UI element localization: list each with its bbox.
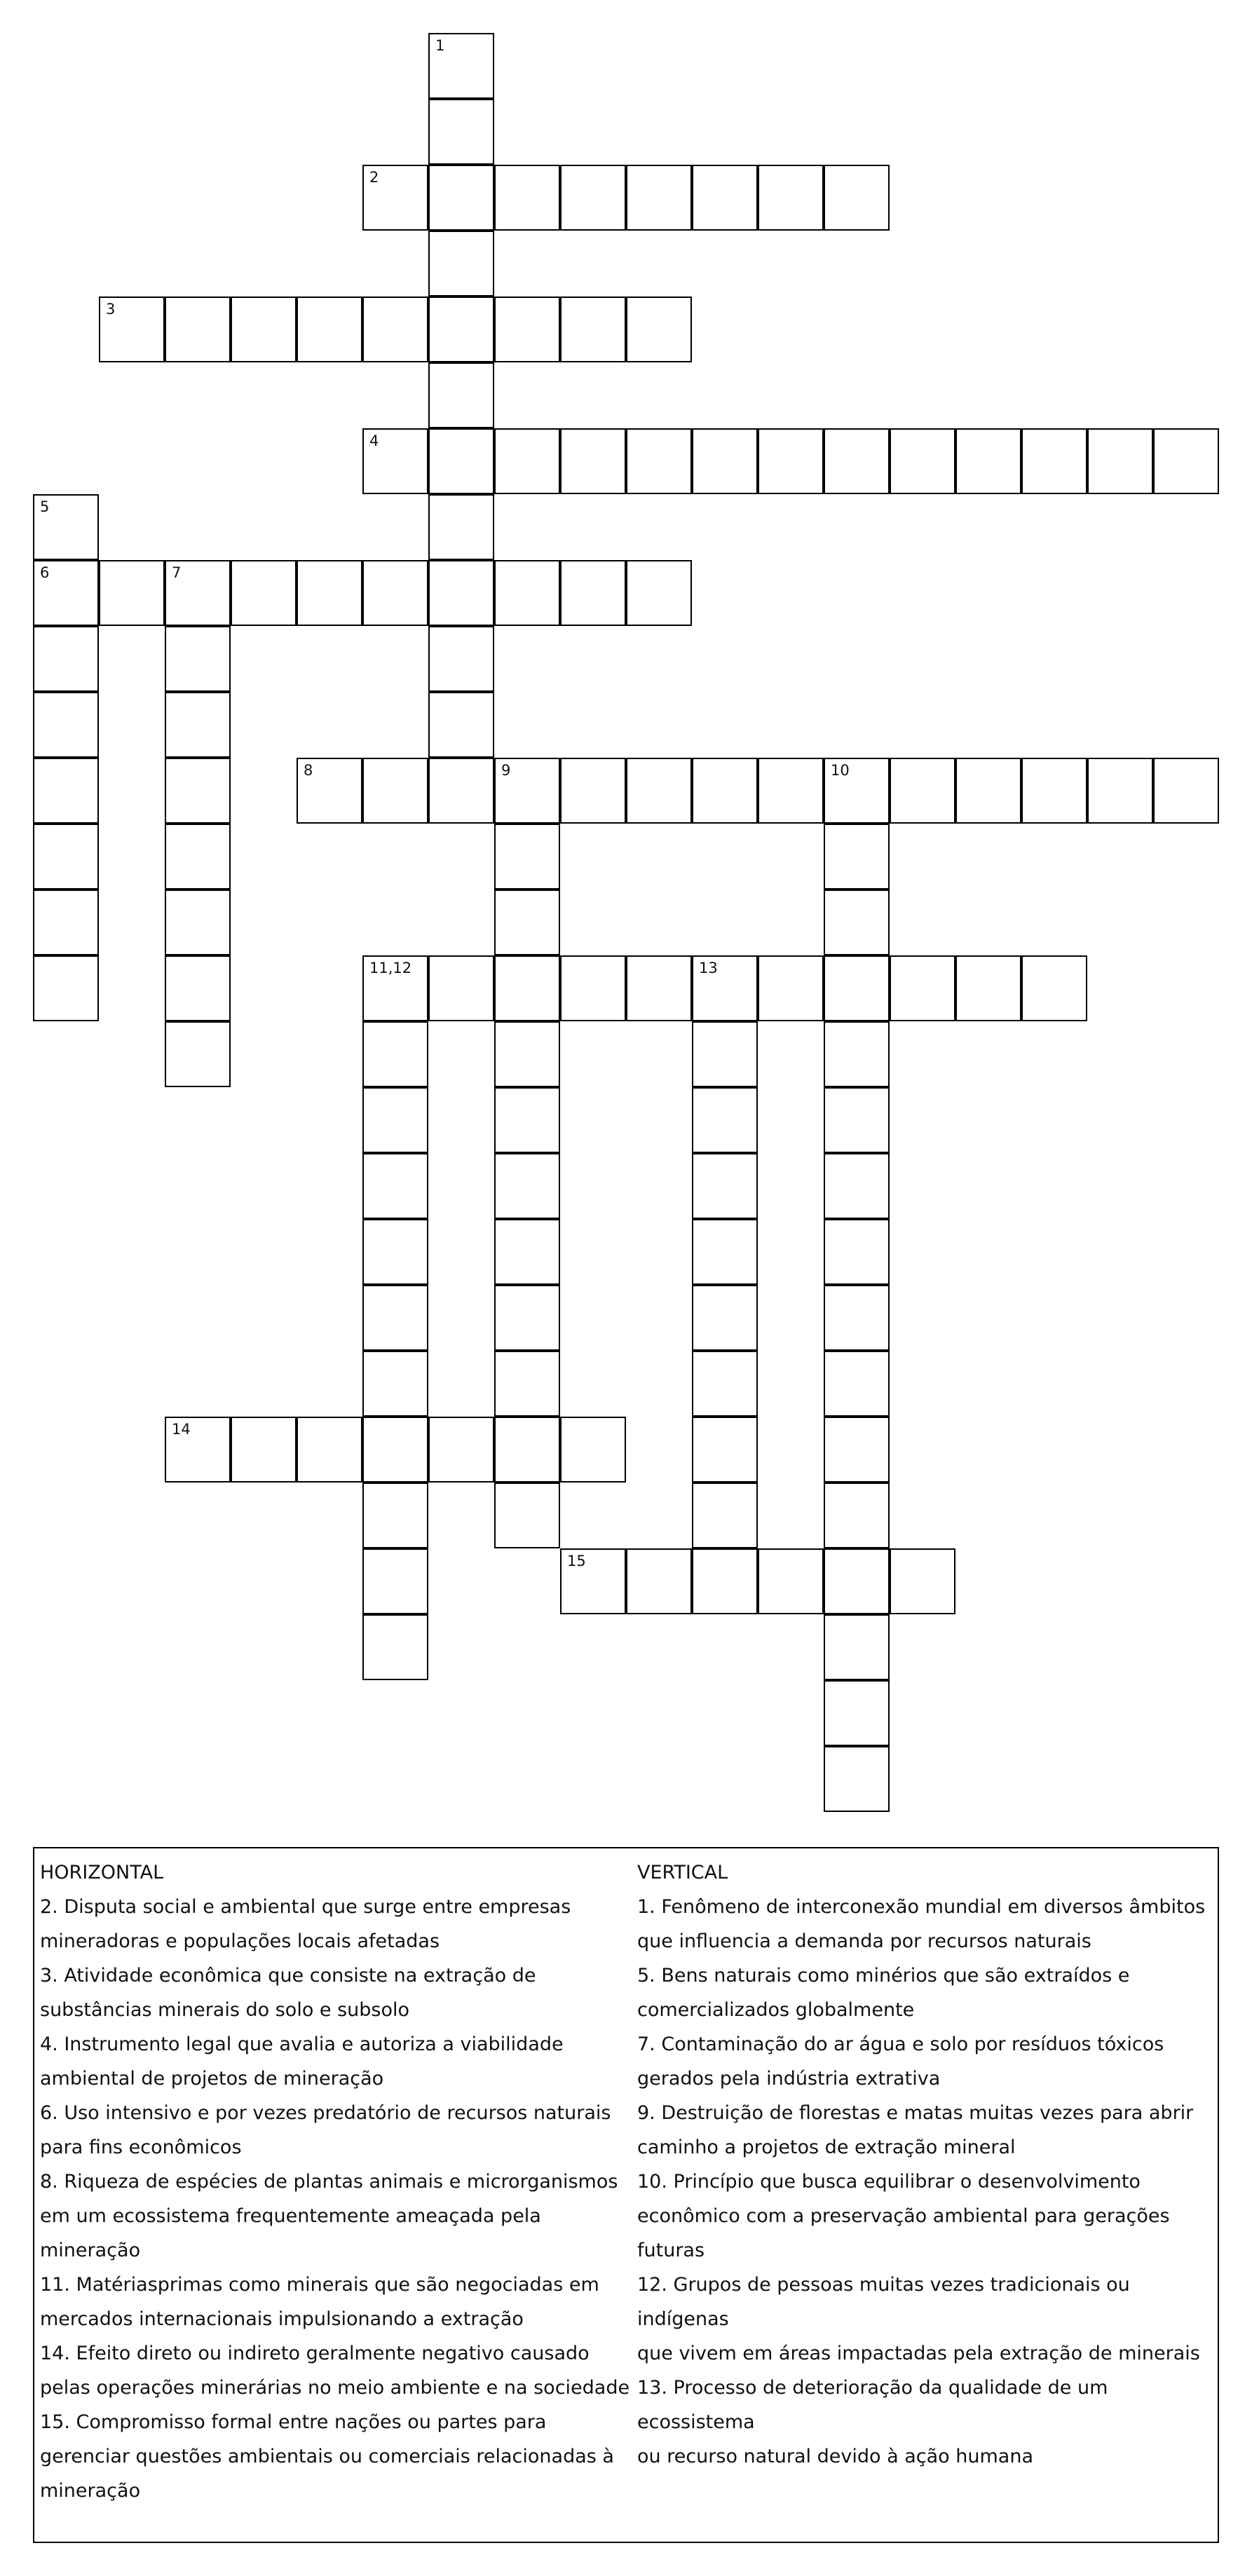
grid-cell[interactable] (165, 1417, 231, 1483)
grid-cell[interactable] (626, 560, 692, 626)
clue-number: 13 (699, 960, 718, 976)
grid-cell[interactable] (428, 955, 494, 1021)
grid-cell[interactable] (692, 1153, 758, 1219)
vertical-clue-line: que influencia a demanda por recursos naturais (637, 1930, 1091, 1952)
grid-cell[interactable] (494, 1219, 560, 1285)
grid-cell[interactable] (362, 1483, 428, 1548)
grid-cell[interactable] (890, 1548, 955, 1614)
grid-cell[interactable] (692, 1021, 758, 1087)
grid-cell[interactable] (428, 1417, 494, 1483)
grid-cell[interactable] (692, 165, 758, 231)
grid-cell[interactable] (494, 297, 560, 362)
grid-cell[interactable] (428, 165, 494, 231)
grid-cell[interactable] (33, 494, 99, 560)
vertical-clue-line: econômico com a preservação ambiental para gerações (637, 2205, 1170, 2227)
grid-cell[interactable] (297, 758, 362, 824)
grid-cell[interactable] (33, 758, 99, 824)
grid-cell[interactable] (692, 1087, 758, 1153)
horizontal-clue-line: para fins econômicos (40, 2137, 242, 2158)
grid-cell[interactable] (758, 1548, 824, 1614)
grid-cell[interactable] (560, 560, 626, 626)
horizontal-clue-line: pelas operações minerárias no meio ambiente e na sociedade (40, 2377, 630, 2399)
grid-cell[interactable] (692, 1219, 758, 1285)
grid-cell[interactable] (428, 692, 494, 758)
grid-cell[interactable] (626, 165, 692, 231)
grid-cell[interactable] (428, 231, 494, 297)
grid-cell[interactable] (758, 955, 824, 1021)
grid-cell[interactable] (362, 297, 428, 362)
clue-box (33, 1847, 1219, 2543)
grid-cell[interactable] (33, 955, 99, 1021)
horizontal-clue-line: 14. Efeito direto ou indireto geralmente negativo causado (40, 2343, 590, 2364)
vertical-clue-line: 12. Grupos de pessoas muitas vezes tradicionais ou indígenas (637, 2274, 1130, 2330)
grid-cell[interactable] (494, 758, 560, 824)
grid-cell[interactable] (165, 560, 231, 626)
grid-cell[interactable] (362, 1417, 428, 1483)
grid-cell[interactable] (494, 1483, 560, 1548)
vertical-clue-line: caminho a projetos de extração mineral (637, 2137, 1016, 2158)
vertical-clue-line: 9. Destruição de florestas e matas muitas vezes para abrir (637, 2102, 1194, 2124)
grid-cell[interactable] (428, 494, 494, 560)
grid-cell[interactable] (165, 1021, 231, 1087)
clue-number: 11,12 (369, 960, 412, 976)
grid-cell[interactable] (692, 428, 758, 494)
horizontal-clue-line: em um ecossistema frequentemente ameaçada pela (40, 2205, 541, 2227)
vertical-clue-line: ou recurso natural devido à ação humana (637, 2446, 1034, 2467)
grid-cell[interactable] (428, 428, 494, 494)
grid-cell[interactable] (99, 560, 165, 626)
grid-cell[interactable] (494, 955, 560, 1021)
grid-cell[interactable] (362, 1153, 428, 1219)
horizontal-clue-line: ambiental de projetos de mineração (40, 2068, 384, 2090)
grid-cell[interactable] (165, 824, 231, 890)
grid-cell[interactable] (494, 560, 560, 626)
grid-cell[interactable] (362, 1614, 428, 1680)
grid-cell[interactable] (758, 428, 824, 494)
grid-cell[interactable] (362, 1351, 428, 1417)
grid-cell[interactable] (428, 626, 494, 692)
horizontal-clue-line: mineração (40, 2480, 141, 2502)
grid-cell[interactable] (1021, 955, 1087, 1021)
grid-cell[interactable] (362, 1021, 428, 1087)
grid-cell[interactable] (560, 297, 626, 362)
grid-cell[interactable] (824, 1417, 890, 1483)
grid-cell[interactable] (494, 890, 560, 955)
grid-cell[interactable] (231, 297, 297, 362)
horizontal-clue-line: 15. Compromisso formal entre nações ou partes para (40, 2411, 547, 2433)
clue-number: 4 (369, 432, 379, 449)
grid-cell[interactable] (362, 1548, 428, 1614)
horizontal-clue-line: gerenciar questões ambientais ou comerciais relacionadas à (40, 2446, 614, 2467)
grid-cell[interactable] (1021, 428, 1087, 494)
grid-cell[interactable] (33, 890, 99, 955)
grid-cell[interactable] (165, 955, 231, 1021)
grid-cell[interactable] (890, 955, 955, 1021)
horizontal-clue-line: mineradoras e populações locais afetadas (40, 1930, 440, 1952)
grid-cell[interactable] (494, 165, 560, 231)
grid-cell[interactable] (33, 560, 99, 626)
grid-cell[interactable] (955, 955, 1021, 1021)
grid-cell[interactable] (362, 428, 428, 494)
vertical-clue-line: comercializados globalmente (637, 1999, 915, 2021)
grid-cell[interactable] (824, 428, 890, 494)
grid-cell[interactable] (692, 1417, 758, 1483)
grid-cell[interactable] (428, 33, 494, 99)
horizontal-clue-line: mineração (40, 2240, 141, 2261)
horizontal-title: HORIZONTAL (40, 1862, 164, 1883)
grid-cell[interactable] (626, 758, 692, 824)
grid-cell[interactable] (165, 297, 231, 362)
grid-cell[interactable] (824, 1614, 890, 1680)
horizontal-clue-line: 4. Instrumento legal que avalia e autoriza a viabilidade (40, 2033, 564, 2055)
vertical-clue-line: 7. Contaminação do ar água e solo por resíduos tóxicos (637, 2033, 1164, 2055)
grid-cell[interactable] (824, 1680, 890, 1746)
grid-cell[interactable] (626, 1548, 692, 1614)
clue-number: 6 (40, 564, 50, 581)
vertical-clue-line: 1. Fenômeno de interconexão mundial em diversos âmbitos (637, 1896, 1206, 1918)
vertical-clue-line: gerados pela indústria extrativa (637, 2068, 941, 2090)
grid-cell[interactable] (494, 1087, 560, 1153)
grid-cell[interactable] (428, 560, 494, 626)
grid-cell[interactable] (890, 428, 955, 494)
grid-cell[interactable] (626, 428, 692, 494)
clue-number: 5 (40, 498, 50, 515)
grid-cell[interactable] (1087, 428, 1153, 494)
grid-cell[interactable] (824, 1746, 890, 1812)
grid-cell[interactable] (494, 1153, 560, 1219)
grid-cell[interactable] (165, 890, 231, 955)
grid-cell[interactable] (362, 165, 428, 231)
grid-cell[interactable] (692, 1548, 758, 1614)
grid-cell[interactable] (758, 758, 824, 824)
grid-cell[interactable] (297, 297, 362, 362)
grid-cell[interactable] (758, 165, 824, 231)
grid-cell[interactable] (494, 1351, 560, 1417)
grid-cell[interactable] (560, 1417, 626, 1483)
clue-number: 14 (172, 1421, 191, 1438)
grid-cell[interactable] (165, 626, 231, 692)
grid-cell[interactable] (955, 758, 1021, 824)
grid-cell[interactable] (428, 297, 494, 362)
horizontal-clue-line: mercados internacionais impulsionando a extração (40, 2308, 524, 2330)
vertical-clue-line: 5. Bens naturais como minérios que são extraídos e (637, 1965, 1130, 1986)
grid-cell[interactable] (890, 758, 955, 824)
grid-cell[interactable] (824, 1153, 890, 1219)
clue-number: 3 (106, 301, 116, 318)
grid-cell[interactable] (362, 560, 428, 626)
vertical-clues (637, 1855, 1216, 2474)
grid-cell[interactable] (560, 165, 626, 231)
grid-cell[interactable] (560, 1548, 626, 1614)
grid-cell[interactable] (231, 560, 297, 626)
grid-cell[interactable] (692, 758, 758, 824)
grid-cell[interactable] (362, 1087, 428, 1153)
grid-cell[interactable] (494, 824, 560, 890)
clue-number: 8 (304, 762, 313, 779)
grid-cell[interactable] (955, 428, 1021, 494)
vertical-clue-line: 10. Princípio que busca equilibrar o desenvolvimento (637, 2171, 1141, 2193)
grid-cell[interactable] (824, 1021, 890, 1087)
grid-cell[interactable] (494, 428, 560, 494)
grid-cell[interactable] (494, 1285, 560, 1351)
grid-cell[interactable] (824, 758, 890, 824)
horizontal-clue-line: 11. Matériasprimas como minerais que são negociadas em (40, 2274, 599, 2296)
grid-cell[interactable] (692, 1483, 758, 1548)
grid-cell[interactable] (33, 692, 99, 758)
grid-cell[interactable] (428, 758, 494, 824)
grid-cell[interactable] (692, 1285, 758, 1351)
grid-cell[interactable] (560, 428, 626, 494)
clue-number: 2 (369, 169, 379, 186)
horizontal-clues (40, 1855, 632, 2508)
grid-cell[interactable] (297, 560, 362, 626)
grid-cell[interactable] (428, 99, 494, 165)
clue-number: 15 (567, 1553, 586, 1569)
grid-cell[interactable] (824, 1351, 890, 1417)
grid-cell[interactable] (824, 1548, 890, 1614)
horizontal-clue-line: 2. Disputa social e ambiental que surge entre empresas (40, 1896, 571, 1918)
grid-cell[interactable] (1153, 428, 1219, 494)
grid-cell[interactable] (165, 692, 231, 758)
clue-number: 1 (435, 37, 445, 54)
horizontal-clue-line: substâncias minerais do solo e subsolo (40, 1999, 410, 2021)
clue-number: 7 (172, 564, 182, 581)
grid-cell[interactable] (824, 1087, 890, 1153)
horizontal-clue-line: 8. Riqueza de espécies de plantas animais e microrganismos (40, 2171, 618, 2193)
grid-cell[interactable] (692, 1351, 758, 1417)
vertical-title: VERTICAL (637, 1862, 728, 1883)
grid-cell[interactable] (165, 758, 231, 824)
grid-cell[interactable] (362, 1285, 428, 1351)
grid-cell[interactable] (1021, 758, 1087, 824)
grid-cell[interactable] (1087, 758, 1153, 824)
grid-cell[interactable] (231, 1417, 297, 1483)
grid-cell[interactable] (824, 1219, 890, 1285)
grid-cell[interactable] (560, 758, 626, 824)
grid-cell[interactable] (824, 1483, 890, 1548)
grid-cell[interactable] (626, 955, 692, 1021)
grid-cell[interactable] (824, 955, 890, 1021)
horizontal-clue-line: 6. Uso intensivo e por vezes predatório de recursos naturais (40, 2102, 611, 2124)
grid-cell[interactable] (494, 1417, 560, 1483)
grid-cell[interactable] (99, 297, 165, 362)
grid-cell[interactable] (362, 758, 428, 824)
grid-cell[interactable] (824, 890, 890, 955)
vertical-clue-line: 13. Processo de deterioração da qualidade de um ecossistema (637, 2377, 1108, 2433)
horizontal-clue-line: 3. Atividade econômica que consiste na extração de (40, 1965, 536, 1986)
grid-cell[interactable] (428, 362, 494, 428)
grid-cell[interactable] (1153, 758, 1219, 824)
vertical-clue-line: que vivem em áreas impactadas pela extração de minerais (637, 2343, 1200, 2364)
vertical-clue-line: futuras (637, 2240, 705, 2261)
grid-cell[interactable] (494, 1021, 560, 1087)
grid-cell[interactable] (824, 824, 890, 890)
grid-cell[interactable] (362, 955, 428, 1021)
grid-cell[interactable] (560, 955, 626, 1021)
grid-cell[interactable] (297, 1417, 362, 1483)
grid-cell[interactable] (33, 626, 99, 692)
clue-number: 9 (501, 762, 511, 779)
grid-cell[interactable] (824, 165, 890, 231)
grid-cell[interactable] (824, 1285, 890, 1351)
grid-cell[interactable] (33, 824, 99, 890)
grid-cell[interactable] (692, 955, 758, 1021)
grid-cell[interactable] (626, 297, 692, 362)
grid-cell[interactable] (362, 1219, 428, 1285)
clue-number: 10 (831, 762, 850, 779)
